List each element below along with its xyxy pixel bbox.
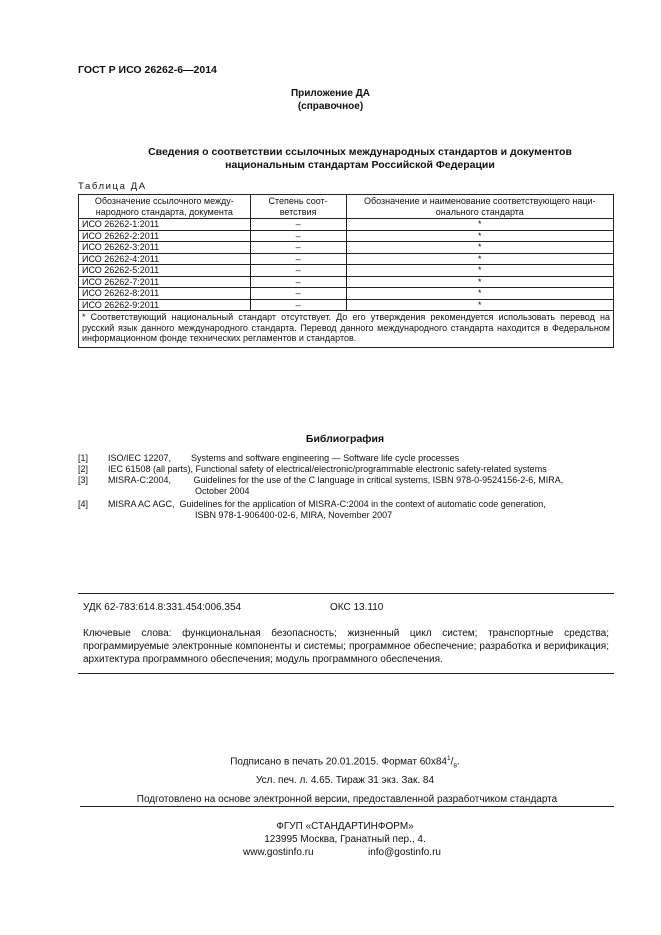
table-row bbox=[79, 242, 614, 254]
cell-degree: – bbox=[250, 265, 346, 277]
header-ref-line1: Обозначение ссылочного между- bbox=[94, 196, 234, 206]
cell-degree: – bbox=[250, 242, 346, 254]
annex-title: Приложение ДА bbox=[290, 88, 371, 99]
table-row bbox=[79, 265, 614, 277]
section-title-line1: Сведения о соответствии ссылочных международных стандартов и документов bbox=[148, 146, 572, 158]
bibliography-item bbox=[78, 475, 618, 497]
cell-ref: ИСО 26262-2:2011 bbox=[79, 230, 251, 242]
cell-degree: – bbox=[250, 230, 346, 242]
divider-top bbox=[78, 593, 614, 594]
table-caption: Таблица ДА bbox=[78, 181, 147, 192]
cell-degree: – bbox=[250, 299, 346, 311]
oks-code: ОКС 13.110 bbox=[330, 602, 384, 613]
bibliography-item bbox=[78, 453, 618, 464]
udc-code: УДК 62-783:614.8:331.454:006.354 bbox=[83, 602, 242, 613]
divider-bottom bbox=[78, 673, 614, 674]
cell-national: * bbox=[346, 242, 613, 254]
publisher-address: 123995 Москва, Гранатный пер., 4. bbox=[264, 834, 426, 845]
bibliography-item bbox=[78, 499, 618, 521]
header-ref-standard bbox=[79, 195, 251, 219]
cell-ref: ИСО 26262-4:2011 bbox=[79, 253, 251, 265]
signed-for-print: Подписано в печать 20.01.2015. Формат $60х84^1/_8$. bbox=[230, 755, 460, 770]
table-row bbox=[79, 299, 614, 311]
signed-suffix: . bbox=[457, 756, 460, 768]
table-row bbox=[79, 219, 614, 231]
cell-national: * bbox=[346, 265, 613, 277]
format-sub: 8 bbox=[453, 762, 458, 770]
cell-ref: ИСО 26262-3:2011 bbox=[79, 242, 251, 254]
format-sup: 1 bbox=[446, 755, 451, 762]
cell-ref: ИСО 26262-8:2011 bbox=[79, 288, 251, 300]
cell-national: * bbox=[346, 288, 613, 300]
table-footnote: * Соответствующий национальный стандарт отсутствует. До его утверждения рекомендуется использовать перевод на русский язык данного международного стандарта. Перевод данного международного стандарта находится в Федеральном информационном фонде технических регламентов и стандартов. bbox=[79, 311, 614, 348]
bibliography-number: [3] bbox=[78, 475, 89, 485]
header-national-line1: Обозначение и наименование соответствующего наци- bbox=[364, 196, 596, 206]
cell-national: * bbox=[346, 230, 613, 242]
table-row bbox=[79, 253, 614, 265]
table-row bbox=[79, 230, 614, 242]
section-title-line2: национальным стандартам Российской Федерации bbox=[225, 159, 495, 171]
bibliography-number: [4] bbox=[78, 499, 89, 509]
document-header: ГОСТ Р ИСО 26262-6—2014 bbox=[78, 64, 217, 76]
cell-national: * bbox=[346, 299, 613, 311]
correspondence-table bbox=[78, 194, 614, 348]
table-header-row bbox=[79, 195, 614, 219]
bibliography-number: [2] bbox=[78, 464, 89, 474]
cell-ref: ИСО 26262-7:2011 bbox=[79, 276, 251, 288]
bibliography-text-continuation: ISBN 978-1-906400-02-6, MIRA, November 2007 bbox=[195, 510, 393, 520]
cell-ref: ИСО 26262-5:2011 bbox=[79, 265, 251, 277]
signed-text: Подписано в печать 20.01.2015. Формат 60х84 bbox=[230, 756, 447, 768]
header-national-standard bbox=[346, 195, 613, 219]
header-ref-line2: народного стандарта, документа bbox=[95, 206, 233, 217]
bibliography-text: IEC 61508 (all parts), Functional safety of electrical/electronic/programmable electronic safety-related systems bbox=[108, 464, 547, 474]
cell-degree: – bbox=[250, 276, 346, 288]
header-degree-line2: ветствия bbox=[279, 206, 317, 217]
cell-ref: ИСО 26262-1:2011 bbox=[79, 219, 251, 231]
prepared-note: Подготовлено на основе электронной версии, предоставленной разработчиком стандарта bbox=[80, 794, 614, 807]
print-info: Усл. печ. л. 4.65. Тираж 31 экз. Зак. 84 bbox=[255, 775, 435, 786]
publisher-website[interactable]: www.gostinfo.ru bbox=[243, 847, 314, 858]
cell-national: * bbox=[346, 253, 613, 265]
bibliography-title: Библиография bbox=[305, 433, 385, 445]
bibliography-text: ISO/IEC 12207, Systems and software engineering — Software life cycle processes bbox=[108, 453, 460, 463]
header-degree bbox=[250, 195, 346, 219]
annex-type: (справочное) bbox=[297, 101, 364, 112]
publisher-name: ФГУП «СТАНДАРТИНФОРМ» bbox=[276, 821, 414, 832]
bibliography-text: MISRA-C:2004, Guidelines for the use of the C language in critical systems, ISBN 978-0-9524156-2-6, MIRA, bbox=[108, 475, 564, 485]
header-degree-line1: Степень соот- bbox=[268, 196, 328, 206]
bibliography-text: MISRA AC AGC, Guidelines for the application of MISRA-C:2004 in the context of automatic code generation, bbox=[108, 499, 546, 509]
cell-national: * bbox=[346, 219, 613, 231]
cell-degree: – bbox=[250, 253, 346, 265]
cell-ref: ИСО 26262-9:2011 bbox=[79, 299, 251, 311]
bibliography-item bbox=[78, 464, 618, 475]
keywords: Ключевые слова: функциональная безопасность; жизненный цикл систем; транспортные средства; программируемые электронные компоненты и системы; программное обеспечение; разработка и верификация; архитектура программного обеспечения; модуль программного обеспечения. bbox=[83, 628, 609, 665]
header-national-line2: онального стандарта bbox=[435, 206, 524, 217]
bibliography-text-continuation: October 2004 bbox=[195, 486, 250, 496]
table-row bbox=[79, 276, 614, 288]
cell-degree: – bbox=[250, 219, 346, 231]
cell-degree: – bbox=[250, 288, 346, 300]
table-note-row bbox=[79, 311, 614, 348]
publisher-email[interactable]: info@gostinfo.ru bbox=[368, 847, 441, 858]
bibliography-number: [1] bbox=[78, 453, 89, 463]
table-row bbox=[79, 288, 614, 300]
cell-national: * bbox=[346, 276, 613, 288]
